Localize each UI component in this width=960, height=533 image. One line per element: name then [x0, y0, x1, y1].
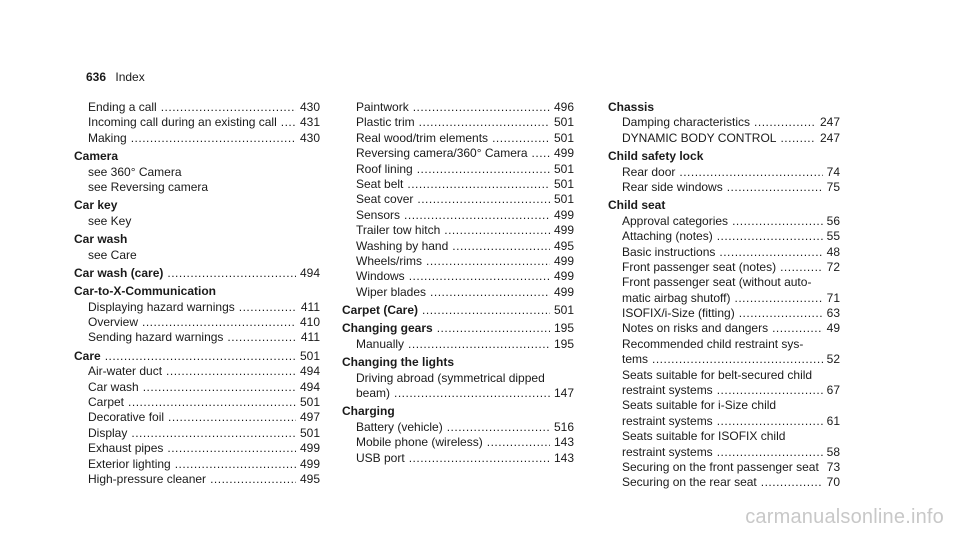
- dot-leader: [772, 321, 823, 336]
- index-subentry: [74, 426, 320, 441]
- page-reference: 71: [826, 290, 840, 305]
- dot-leader: [417, 162, 550, 177]
- index-subentry: [608, 460, 840, 475]
- index-heading: Changing the lights: [342, 355, 454, 370]
- dot-leader: [227, 330, 296, 345]
- index-subentry: [342, 269, 574, 284]
- index-subentry: [74, 100, 320, 115]
- watermark: carmanualsonline.info: [745, 506, 944, 528]
- index-subentry: [74, 410, 320, 425]
- page-reference: 75: [826, 179, 840, 194]
- page-reference: 55: [826, 229, 840, 244]
- index-subentry-text: ISOFIX/i-Size (fitting): [622, 306, 735, 321]
- index-subentry-text: beam): [356, 386, 391, 401]
- dot-leader: [761, 475, 823, 490]
- dot-leader: [131, 426, 296, 441]
- page-reference: 56: [826, 213, 840, 228]
- index-subentry-text: matic airbag shutoff): [622, 290, 731, 305]
- index-heading: Charging: [342, 404, 395, 419]
- index-subentry-text: Plastic trim: [356, 115, 415, 130]
- dot-leader: [780, 260, 823, 275]
- index-subentry: [74, 115, 320, 130]
- dot-leader: [422, 303, 550, 318]
- index-subentry: [608, 245, 840, 260]
- index-subentry-text: Basic instructions: [622, 244, 716, 259]
- index-subentry: [342, 208, 574, 223]
- dot-leader: [426, 254, 550, 269]
- page-reference: 67: [826, 383, 840, 398]
- index-column-2: [342, 100, 574, 466]
- index-heading-text: Changing gears: [342, 321, 433, 336]
- index-subentry: [74, 131, 320, 146]
- index-subentry: [608, 229, 840, 244]
- index-subentry: [608, 115, 840, 130]
- index-subentry-text: Battery (vehicle): [356, 419, 443, 434]
- index-heading: Car key: [74, 198, 118, 213]
- index-subentry: [608, 475, 840, 490]
- dot-leader: [409, 269, 550, 284]
- index-subentry-text: Decorative foil: [88, 410, 165, 425]
- index-subentry-text: restraint systems: [622, 413, 713, 428]
- index-subentry: [608, 414, 840, 429]
- index-subentry: [608, 321, 840, 336]
- dot-leader: [447, 420, 550, 435]
- dot-leader: [717, 229, 823, 244]
- index-subentry: see Key: [88, 213, 132, 228]
- index-subentry-text: Damping characteristics: [622, 115, 751, 130]
- dot-leader: [780, 131, 816, 146]
- dot-leader: [679, 165, 822, 180]
- index-subentry: [608, 383, 840, 398]
- index-subentry-text: Air-water duct: [88, 364, 163, 379]
- index-subentry-text: Approval categories: [622, 213, 729, 228]
- page-reference: 63: [826, 306, 840, 321]
- index-subentry-text: Notes on risks and dangers: [622, 321, 769, 336]
- index-subentry: [74, 364, 320, 379]
- index-subentry: [608, 180, 840, 195]
- page-reference: 499: [553, 207, 574, 222]
- index-subentry: [74, 457, 320, 472]
- index-subentry: [342, 285, 574, 300]
- index-subentry-text: Ending a call: [88, 99, 157, 114]
- page-reference: 516: [553, 419, 574, 434]
- index-heading-text: Carpet (Care): [342, 303, 419, 318]
- index-subentry-text: Real wood/trim elements: [356, 130, 489, 145]
- index-subentry-text: Sensors: [356, 207, 401, 222]
- dot-leader: [437, 321, 550, 336]
- index-subentry: see 360° Camera: [88, 164, 182, 179]
- dot-leader: [717, 445, 823, 460]
- index-subentry-text: Sending hazard warnings: [88, 330, 224, 345]
- index-subentry-text: Washing by hand: [356, 238, 449, 253]
- index-subentry-text: DYNAMIC BODY CONTROL: [622, 130, 777, 145]
- dot-leader: [444, 223, 550, 238]
- dot-leader: [408, 337, 550, 352]
- page-reference: 501: [299, 395, 320, 410]
- index-subentry: [608, 291, 840, 306]
- page-reference: 195: [553, 321, 574, 336]
- dot-leader: [732, 214, 823, 229]
- page-reference: 143: [553, 450, 574, 465]
- page-reference: 499: [553, 253, 574, 268]
- dot-leader: [413, 100, 550, 115]
- index-subentry: [342, 100, 574, 115]
- index-subentry: Front passenger seat (without auto-: [622, 275, 812, 290]
- index-subentry: [342, 223, 574, 238]
- page-reference: 501: [299, 425, 320, 440]
- page-reference: 501: [553, 130, 574, 145]
- index-subentry-text: tems: [622, 352, 649, 367]
- index-subentry-text: USB port: [356, 450, 405, 465]
- dot-leader: [143, 380, 296, 395]
- page-reference: 495: [299, 471, 320, 486]
- index-subentry: see Reversing camera: [88, 179, 209, 194]
- dot-leader: [409, 451, 550, 466]
- index-subentry-text: Roof lining: [356, 161, 413, 176]
- index-heading: Car wash: [74, 232, 128, 247]
- index-subentry-text: Mobile phone (wireless): [356, 435, 483, 450]
- page-reference: 497: [299, 410, 320, 425]
- index-subentry: [342, 146, 574, 161]
- dot-leader: [739, 306, 823, 321]
- dot-leader: [210, 472, 296, 487]
- page-reference: 499: [553, 269, 574, 284]
- dot-leader: [166, 364, 296, 379]
- index-subentry-text: Wheels/rims: [356, 253, 423, 268]
- index-subentry-text: Exterior lighting: [88, 456, 171, 471]
- index-subentry: [608, 165, 840, 180]
- index-subentry: Seats suitable for belt-secured child: [622, 367, 813, 382]
- section-title: Index: [115, 70, 145, 84]
- index-subentry-text: Seat cover: [356, 192, 414, 207]
- dot-leader: [735, 291, 823, 306]
- page-reference: 499: [553, 146, 574, 161]
- page-reference: 49: [826, 321, 840, 336]
- index-heading: [74, 349, 320, 364]
- page-reference: 411: [300, 330, 320, 345]
- index-subentry-text: Windows: [356, 269, 405, 284]
- index-heading-text: Care: [74, 348, 101, 363]
- dot-leader: [487, 435, 550, 450]
- index-subentry: [74, 380, 320, 395]
- page-reference: 499: [299, 456, 320, 471]
- page-reference: 195: [553, 336, 574, 351]
- page-reference: 411: [300, 299, 320, 314]
- index-subentry-text: Making: [88, 130, 127, 145]
- index-subentry-text: Car wash: [88, 379, 139, 394]
- page-reference: 247: [819, 115, 840, 130]
- page-reference: 496: [553, 99, 574, 114]
- dot-leader: [754, 115, 816, 130]
- page-reference: 499: [553, 223, 574, 238]
- dot-leader: [430, 285, 550, 300]
- page-reference: 147: [553, 386, 574, 401]
- dot-leader: [168, 410, 296, 425]
- index-subentry-text: Display: [88, 425, 128, 440]
- index-subentry: [342, 435, 574, 450]
- page-reference: 72: [826, 259, 840, 274]
- index-subentry-text: restraint systems: [622, 444, 713, 459]
- index-subentry: Recommended child restraint sys-: [622, 336, 804, 351]
- index-heading: Child seat: [608, 198, 666, 213]
- page-reference: 247: [819, 130, 840, 145]
- index-subentry: [608, 131, 840, 146]
- index-heading: Chassis: [608, 100, 655, 114]
- page-reference: 74: [826, 164, 840, 179]
- index-subentry: [342, 451, 574, 466]
- index-heading: Camera: [74, 149, 119, 164]
- index-subentry-text: Manually: [356, 336, 405, 351]
- dot-leader: [727, 180, 823, 195]
- dot-leader: [452, 239, 550, 254]
- index-subentry: [342, 162, 574, 177]
- index-subentry: [74, 330, 320, 345]
- index-heading: Car-to-X-Communication: [74, 284, 216, 299]
- index-subentry: [608, 214, 840, 229]
- page-reference: 431: [299, 115, 320, 130]
- page-reference: 48: [826, 244, 840, 259]
- index-subentry-text: Securing on the rear seat: [622, 475, 757, 490]
- dot-leader: [167, 266, 296, 281]
- page-reference: 501: [299, 348, 320, 363]
- page-reference: 494: [299, 379, 320, 394]
- index-subentry: [342, 239, 574, 254]
- index-subentry: [342, 115, 574, 130]
- index-heading: Child safety lock: [608, 149, 704, 164]
- index-subentry-text: Securing on the front passenger seat: [622, 459, 819, 474]
- page-number: 636: [86, 70, 107, 84]
- index-subentry: [608, 260, 840, 275]
- dot-leader: [719, 245, 822, 260]
- index-heading-text: Car wash (care): [74, 265, 164, 280]
- index-subentry: [342, 386, 574, 401]
- index-subentry: [342, 131, 574, 146]
- page-reference: 410: [299, 315, 320, 330]
- dot-leader: [394, 386, 550, 401]
- index-subentry: [342, 337, 574, 352]
- index-subentry: [342, 254, 574, 269]
- index-subentry-text: Seat belt: [356, 176, 404, 191]
- dot-leader: [161, 100, 296, 115]
- dot-leader: [167, 441, 296, 456]
- page-reference: 499: [299, 441, 320, 456]
- index-heading: [342, 303, 574, 318]
- index-subentry-text: Attaching (notes): [622, 229, 713, 244]
- index-subentry: [608, 306, 840, 321]
- index-subentry-text: Wiper blades: [356, 284, 427, 299]
- index-subentry: [74, 472, 320, 487]
- index-heading: [342, 321, 574, 336]
- index-subentry: [74, 395, 320, 410]
- page-reference: 501: [553, 176, 574, 191]
- page-reference: 430: [299, 99, 320, 114]
- page-reference: 143: [553, 435, 574, 450]
- dot-leader: [407, 177, 550, 192]
- index-subentry-text: Overview: [88, 315, 139, 330]
- index-subentry: [74, 441, 320, 456]
- dot-leader: [239, 300, 297, 315]
- page-reference: 501: [553, 303, 574, 318]
- dot-leader: [652, 352, 823, 367]
- page-reference: 501: [553, 192, 574, 207]
- index-subentry: [342, 420, 574, 435]
- page-reference: 58: [826, 444, 840, 459]
- page-reference: 495: [553, 238, 574, 253]
- index-subentry: Seats suitable for i-Size child: [622, 398, 777, 413]
- index-subentry: Driving abroad (symmetrical dipped: [356, 370, 545, 385]
- page-reference: 70: [826, 475, 840, 490]
- dot-leader: [532, 146, 550, 161]
- index-subentry-text: Paintwork: [356, 99, 409, 114]
- dot-leader: [131, 131, 296, 146]
- index-subentry: [342, 177, 574, 192]
- index-subentry: [342, 192, 574, 207]
- index-column-3: [608, 100, 840, 491]
- dot-leader: [404, 208, 550, 223]
- page-reference: 430: [299, 130, 320, 145]
- index-heading: [74, 266, 320, 281]
- index-subentry-text: Incoming call during an existing call: [88, 115, 277, 130]
- dot-leader: [105, 349, 296, 364]
- index-subentry: [608, 445, 840, 460]
- page-reference: 52: [826, 352, 840, 367]
- index-subentry-text: Carpet: [88, 395, 125, 410]
- index-column-1: [74, 100, 320, 487]
- index-subentry-text: High-pressure cleaner: [88, 471, 207, 486]
- dot-leader: [419, 115, 550, 130]
- page-reference: 501: [553, 161, 574, 176]
- index-subentry: [608, 352, 840, 367]
- index-subentry-text: Front passenger seat (notes): [622, 259, 777, 274]
- dot-leader: [417, 192, 550, 207]
- dot-leader: [175, 457, 296, 472]
- page-reference: 494: [299, 364, 320, 379]
- dot-leader: [717, 383, 823, 398]
- index-subentry-text: restraint systems: [622, 383, 713, 398]
- index-subentry-text: Reversing camera/360° Camera: [356, 146, 528, 161]
- index-subentry: [74, 300, 320, 315]
- index-subentry-text: Exhaust pipes: [88, 441, 164, 456]
- dot-leader: [717, 414, 823, 429]
- dot-leader: [128, 395, 296, 410]
- page-header: [86, 70, 145, 84]
- dot-leader: [142, 315, 296, 330]
- index-subentry: Seats suitable for ISOFIX child: [622, 429, 786, 444]
- page-reference: 501: [553, 115, 574, 130]
- page-reference: 73: [826, 459, 841, 474]
- dot-leader: [492, 131, 550, 146]
- index-subentry: [74, 315, 320, 330]
- page-reference: 494: [299, 265, 320, 280]
- index-subentry-text: Rear door: [622, 164, 676, 179]
- index-subentry-text: Displaying hazard warnings: [88, 299, 235, 314]
- dot-leader: [281, 115, 296, 130]
- index-subentry-text: Rear side windows: [622, 179, 723, 194]
- index-subentry-text: Trailer tow hitch: [356, 223, 441, 238]
- page-reference: 499: [553, 284, 574, 299]
- page-reference: 61: [826, 413, 840, 428]
- index-subentry: see Care: [88, 247, 137, 262]
